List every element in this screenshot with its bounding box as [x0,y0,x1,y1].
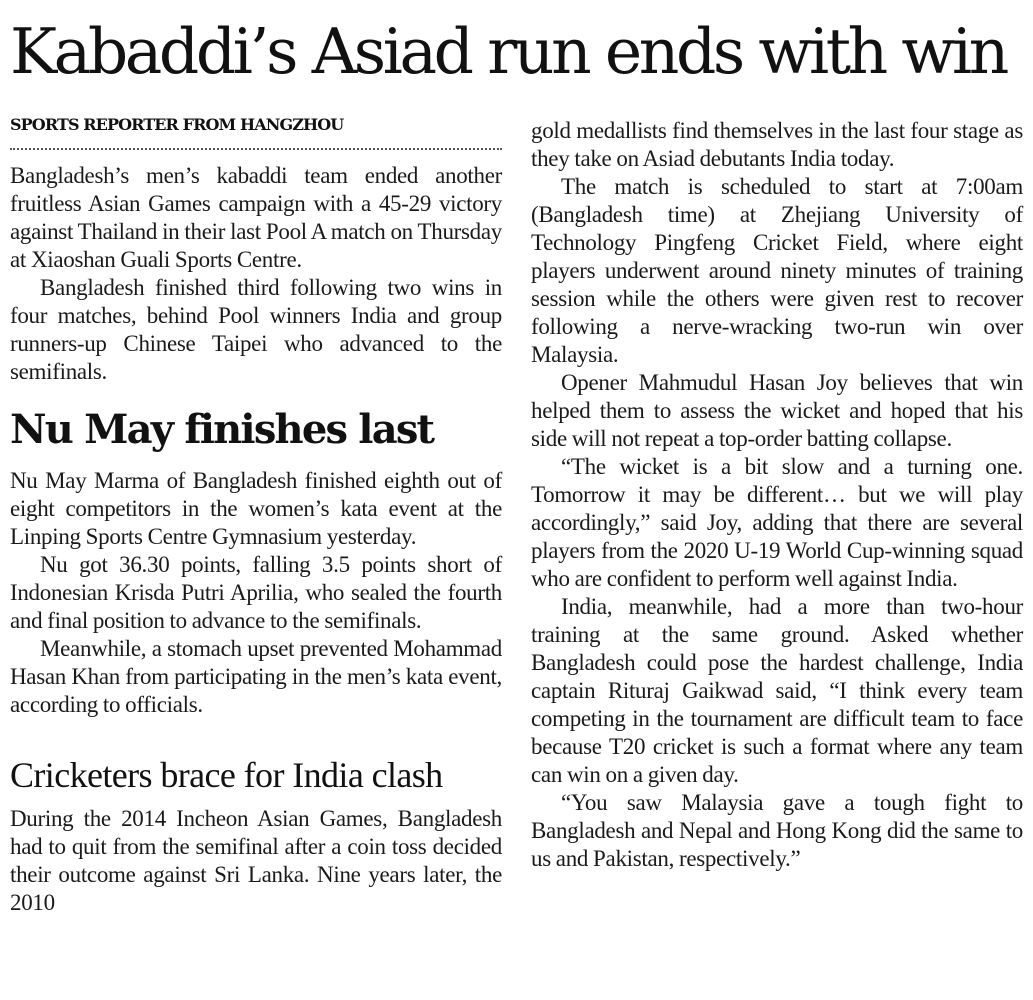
numay-paragraph-3: Meanwhile, a stomach upset prevented Mohammad Hasan Khan from participating in the men’s kata event, according to officials. [10,636,502,717]
byline-divider [10,148,502,150]
cricket-paragraph-1-start: During the 2014 Incheon Asian Games, Bangladesh had to quit from the semifinal after a coin toss decided their outcome against Sri Lanka. Nine years later, the 2010 [10,806,502,915]
cricket-paragraph-1-continued: gold medallists find themselves in the last four stage as they take on Asiad debutants India today. [531,118,1023,171]
numay-paragraph-1: Nu May Marma of Bangladesh finished eighth out of eight competitors in the women’s kata event at the Linping Sports Centre Gymnasium yesterday. [10,468,502,549]
cricket-paragraph-5: India, meanwhile, had a more than two-hour training at the same ground. Asked whether Bangladesh could pose the hardest challenge, India captain Rituraj Gaikwad said, “I think every team competing in the tournament are difficult team to face because T20 cricket is such a format where any team can win on a given day. [531,594,1023,787]
cricket-paragraph-4: “The wicket is a bit slow and a turning one. Tomorrow it may be different… but we will play accordingly,” said Joy, adding that there are several players from the 2020 U-19 World Cup-winning squad who are confident to perform well against India. [531,454,1023,591]
cricket-paragraph-2: The match is scheduled to start at 7:00am (Bangladesh time) at Zhejiang University of Technology Pingfeng Cricket Field, where eight players underwent around ninety minutes of training session while the others were given rest to recover following a nerve-wracking two-run win over Malaysia. [531,174,1023,367]
kabaddi-paragraph-1: Bangladesh’s men’s kabaddi team ended another fruitless Asian Games campaign with a 45-29 victory against Thailand in their last Pool A match on Thursday at Xiaoshan Guali Sports Centre. [10,163,502,272]
cricket-paragraph-3: Opener Mahmudul Hasan Joy believes that win helped them to assess the wicket and hoped that his side will not repeat a top-order batting collapse. [531,370,1023,451]
cricket-paragraph-6: “You saw Malaysia gave a tough fight to Bangladesh and Nepal and Hong Kong did the same to us and Pakistan, respectively.” [531,790,1023,871]
kabaddi-paragraph-2: Bangladesh finished third following two wins in four matches, behind Pool winners India and group runners-up Chinese Taipei who advanced to the semifinals. [10,275,502,384]
right-column [531,117,1023,873]
left-column [10,112,502,917]
byline: SPORTS REPORTER FROM HANGZHOU [10,115,344,134]
cricket-subheading: Cricketers brace for India clash [10,755,443,795]
main-headline: Kabaddi’s Asiad run ends with win [10,15,1006,88]
numay-subheading: Nu May finishes last [10,406,434,453]
numay-paragraph-2: Nu got 36.30 points, falling 3.5 points short of Indonesian Krisda Putri Aprilia, who sealed the fourth and final position to advance to the semifinals. [10,552,502,633]
